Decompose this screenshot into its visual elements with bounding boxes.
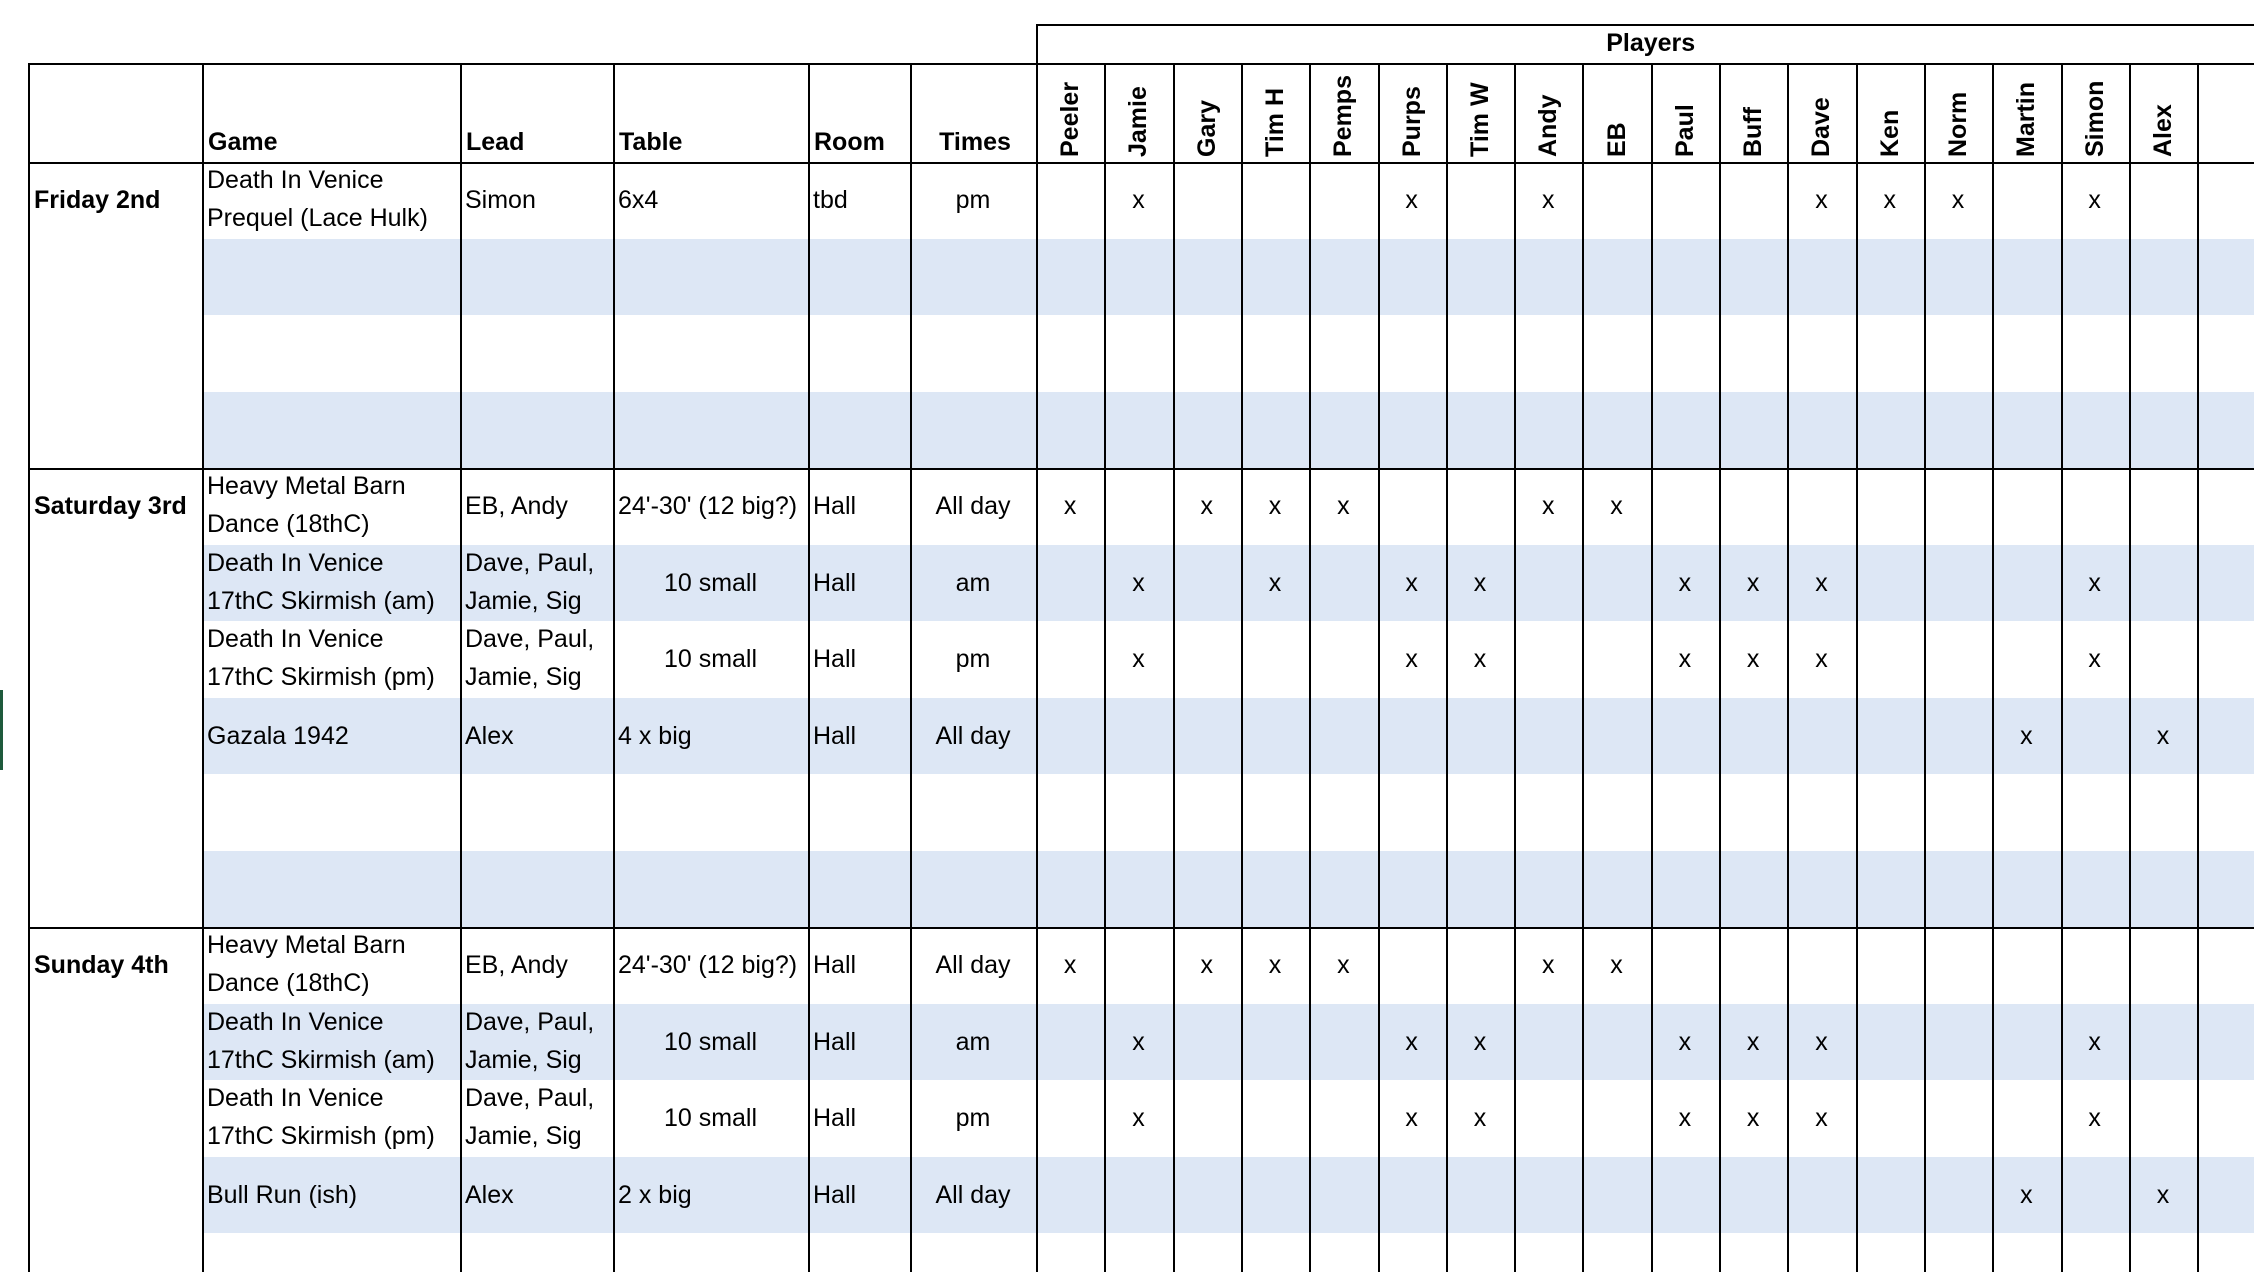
player-mark: x [1541, 186, 1555, 214]
column-line [1856, 63, 1858, 1272]
day-label: Sunday 4th [34, 951, 169, 979]
player-mark: x [1405, 568, 1418, 597]
player-header-jamie: Jamie [1124, 86, 1153, 157]
player-header-tim-h: Tim H [1261, 88, 1290, 157]
column-line [1036, 63, 1038, 1272]
player-mark: x [1541, 492, 1555, 520]
room-name: Hall [813, 1104, 857, 1132]
table-size: 10 small [663, 645, 758, 673]
game-name: Heavy Metal Barn [207, 472, 406, 500]
column-line [1514, 63, 1516, 1272]
table-size: 24'-30' (12 big?) [618, 951, 798, 979]
player-mark: x [1063, 951, 1077, 979]
player-mark: x [1610, 492, 1623, 520]
column-line [2197, 63, 2199, 1272]
player-mark: x [1678, 1104, 1692, 1132]
room-name: Hall [813, 951, 857, 979]
player-mark: x [1610, 951, 1623, 979]
player-mark: x [1473, 568, 1487, 597]
player-mark: x [1200, 951, 1213, 979]
table-size: 2 x big [618, 1180, 692, 1209]
player-header-norm: Norm [1944, 91, 1973, 157]
column-header-times: Times [939, 128, 1011, 156]
table-size: 10 small [663, 1027, 758, 1056]
game-name: Prequel (Lace Hulk) [207, 204, 428, 232]
column-line [808, 63, 810, 1272]
player-header-martin: Martin [2012, 82, 2041, 157]
player-header-alex: Alex [2148, 104, 2177, 157]
player-mark: x [1200, 492, 1213, 520]
window-edge [0, 690, 3, 770]
session-time: All day [935, 951, 1011, 979]
lead-name: Simon [465, 186, 536, 214]
table-size: 10 small [663, 1104, 758, 1132]
player-header-paul: Paul [1670, 104, 1699, 157]
header-top-line [28, 63, 2254, 65]
player-mark: x [1337, 492, 1350, 520]
player-mark: x [1337, 951, 1350, 979]
player-mark: x [1951, 186, 1965, 214]
lead-name: Dave, Paul, [465, 1084, 595, 1112]
table-size: 4 x big [618, 721, 692, 750]
player-header-dave: Dave [1807, 97, 1836, 157]
lead-name: Jamie, Sig [465, 663, 582, 691]
game-name: Death In Venice [207, 1007, 384, 1036]
player-mark: x [1268, 568, 1282, 597]
row-band [203, 851, 2254, 928]
column-line [1173, 63, 1175, 1272]
player-mark: x [1815, 645, 1828, 673]
game-name: Death In Venice [207, 548, 384, 577]
game-name: Death In Venice [207, 1084, 384, 1112]
game-name: Death In Venice [207, 625, 384, 653]
player-header-pemps: Pemps [1329, 75, 1358, 157]
lead-name: Dave, Paul, [465, 625, 595, 653]
room-name: Hall [813, 568, 857, 597]
player-mark: x [1473, 1027, 1487, 1056]
player-mark: x [1815, 568, 1828, 597]
player-mark: x [1746, 1027, 1760, 1056]
table-size: 24'-30' (12 big?) [618, 492, 798, 520]
lead-name: Alex [465, 721, 514, 750]
player-mark: x [1405, 1027, 1418, 1056]
game-name: Dance (18thC) [207, 969, 370, 997]
lead-name: EB, Andy [465, 492, 568, 520]
player-mark: x [2088, 645, 2101, 673]
player-mark: x [2088, 568, 2101, 597]
lead-name: EB, Andy [465, 951, 568, 979]
lead-name: Alex [465, 1180, 514, 1209]
column-header-lead: Lead [466, 128, 525, 156]
player-mark: x [1405, 645, 1418, 673]
column-line [1582, 63, 1584, 1272]
player-mark: x [2020, 721, 2033, 750]
day-label: Friday 2nd [34, 186, 161, 214]
game-name: 17thC Skirmish (pm) [207, 663, 435, 691]
player-header-simon: Simon [2080, 80, 2109, 157]
game-name: Dance (18thC) [207, 510, 370, 538]
player-mark: x [2088, 1104, 2101, 1132]
player-mark: x [1268, 951, 1282, 979]
player-header-tim-w: Tim W [1465, 82, 1494, 157]
player-header-buff: Buff [1739, 107, 1768, 157]
room-name: Hall [813, 645, 857, 673]
player-mark: x [1678, 568, 1692, 597]
player-mark: x [1746, 1104, 1760, 1132]
players-group-header: Players [1606, 29, 1696, 57]
player-mark: x [1473, 1104, 1487, 1132]
player-mark: x [1815, 1104, 1828, 1132]
player-mark: x [2156, 721, 2170, 750]
lead-name: Jamie, Sig [465, 1122, 582, 1150]
lead-name: Jamie, Sig [465, 586, 582, 615]
player-header-peeler: Peeler [1056, 81, 1085, 157]
column-line [460, 63, 462, 1272]
player-mark: x [1405, 1104, 1418, 1132]
session-time: pm [955, 186, 991, 214]
player-mark: x [2088, 186, 2101, 214]
session-time: All day [935, 1180, 1011, 1209]
player-mark: x [1132, 568, 1145, 597]
player-mark: x [1883, 186, 1896, 214]
column-header-game: Game [208, 128, 278, 156]
session-time: All day [935, 492, 1011, 520]
room-name: Hall [813, 1180, 857, 1209]
room-name: Hall [813, 721, 857, 750]
player-header-ken: Ken [1875, 109, 1904, 157]
column-line [202, 63, 204, 1272]
column-header-table: Table [619, 128, 683, 156]
lead-name: Dave, Paul, [465, 548, 595, 577]
session-time: am [955, 1027, 991, 1056]
game-name: 17thC Skirmish (pm) [207, 1122, 435, 1150]
session-time: am [955, 568, 991, 597]
player-mark: x [1473, 645, 1487, 673]
room-name: Hall [813, 1027, 857, 1056]
player-mark: x [1815, 186, 1828, 214]
player-header-purps: Purps [1397, 86, 1426, 157]
row-band [203, 392, 2254, 469]
game-name: 17thC Skirmish (am) [207, 1045, 435, 1074]
column-line [1241, 63, 1243, 1272]
session-time: pm [955, 1104, 991, 1132]
room-name: Hall [813, 492, 857, 520]
player-mark: x [1268, 492, 1282, 520]
game-name: Gazala 1942 [207, 721, 349, 750]
table-size: 10 small [663, 568, 758, 597]
column-line [1924, 63, 1926, 1272]
row-band [203, 239, 2254, 316]
column-line [28, 63, 30, 1272]
player-mark: x [1132, 645, 1145, 673]
player-mark: x [1132, 1027, 1145, 1056]
player-mark: x [1746, 645, 1760, 673]
table-size: 6x4 [618, 186, 659, 214]
session-time: pm [955, 645, 991, 673]
game-name: Death In Venice [207, 166, 384, 194]
player-mark: x [2020, 1180, 2033, 1209]
session-time: All day [935, 721, 1011, 750]
column-header-room: Room [814, 128, 885, 156]
player-header-eb: EB [1602, 122, 1631, 157]
game-name: Bull Run (ish) [207, 1180, 358, 1209]
player-mark: x [2156, 1180, 2170, 1209]
player-header-gary: Gary [1192, 100, 1221, 157]
game-name: Heavy Metal Barn [207, 931, 406, 959]
lead-name: Jamie, Sig [465, 1045, 582, 1074]
player-mark: x [1132, 1104, 1145, 1132]
column-line [2129, 63, 2131, 1272]
room-name: tbd [813, 186, 848, 214]
player-mark: x [1746, 568, 1760, 597]
lead-name: Dave, Paul, [465, 1007, 595, 1036]
player-mark: x [2088, 1027, 2101, 1056]
column-line [1992, 63, 1994, 1272]
player-mark: x [1132, 186, 1145, 214]
player-mark: x [1541, 951, 1555, 979]
player-mark: x [1063, 492, 1077, 520]
player-mark: x [1678, 645, 1692, 673]
day-label: Saturday 3rd [34, 492, 187, 520]
player-mark: x [1815, 1027, 1828, 1056]
player-header-andy: Andy [1534, 94, 1563, 157]
players-header-top [1036, 24, 2254, 26]
column-line [1309, 63, 1311, 1272]
game-name: 17thC Skirmish (am) [207, 586, 435, 615]
player-mark: x [1405, 186, 1418, 214]
player-mark: x [1678, 1027, 1692, 1056]
